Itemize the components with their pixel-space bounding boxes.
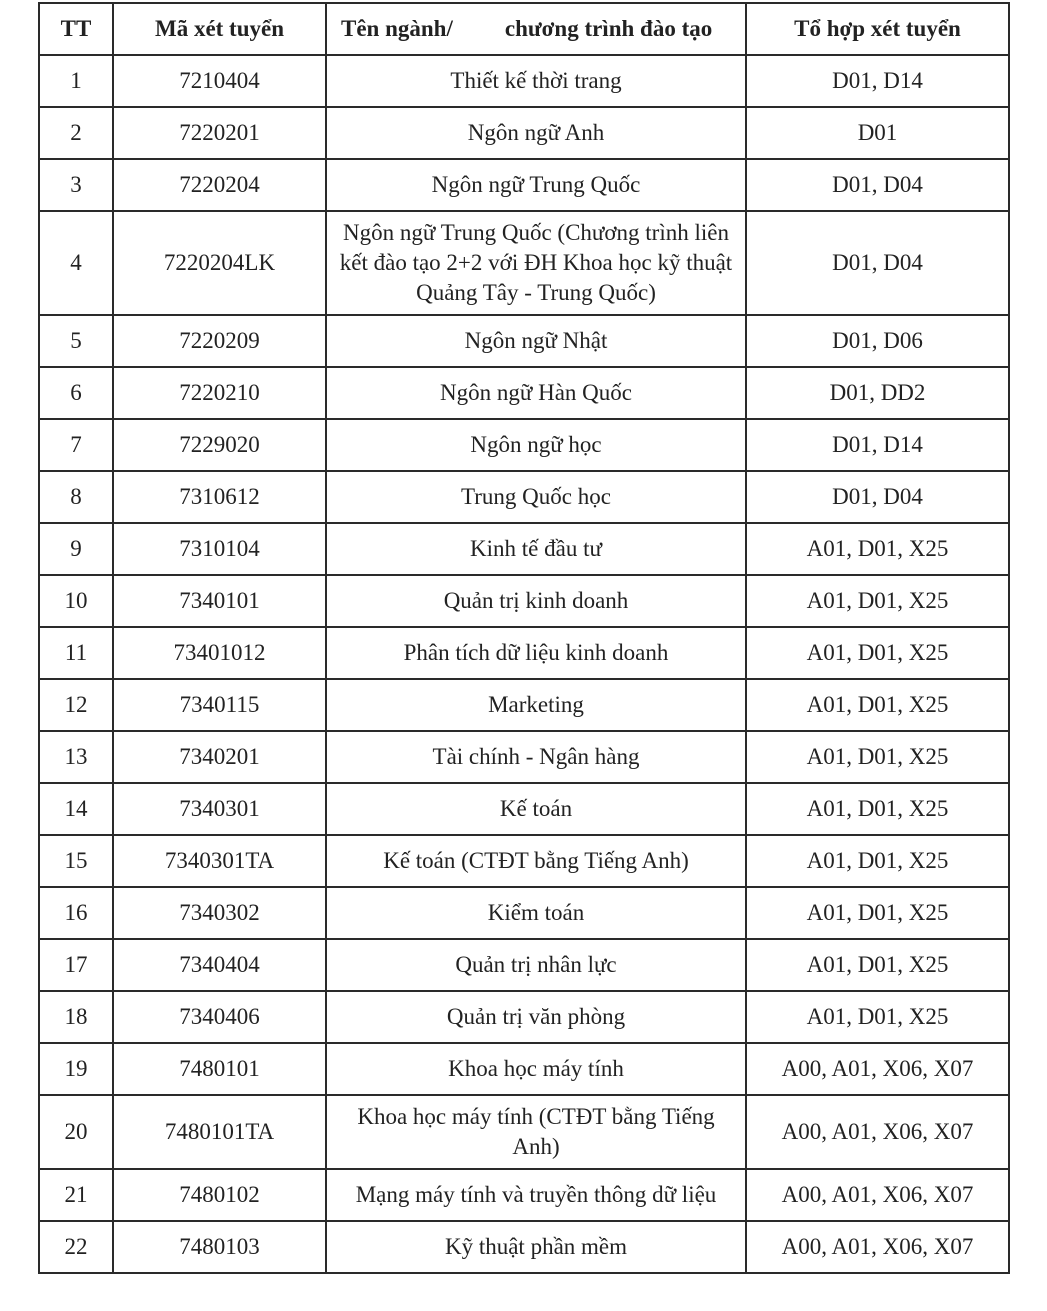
cell-tt: 22 [39, 1221, 113, 1273]
cell-code: 7310104 [113, 523, 326, 575]
cell-tt: 8 [39, 471, 113, 523]
cell-tt: 5 [39, 315, 113, 367]
header-program-name [326, 3, 746, 55]
cell-combination: D01, D14 [746, 419, 1009, 471]
cell-combination: A01, D01, X25 [746, 523, 1009, 575]
table-row [39, 107, 1009, 159]
cell-tt: 3 [39, 159, 113, 211]
table-row [39, 315, 1009, 367]
cell-code: 7340101 [113, 575, 326, 627]
table-row [39, 523, 1009, 575]
cell-program-name: Ngôn ngữ học [326, 419, 746, 471]
cell-tt: 15 [39, 835, 113, 887]
cell-tt: 1 [39, 55, 113, 107]
cell-combination: D01 [746, 107, 1009, 159]
header-tt: TT [39, 3, 113, 55]
table-row [39, 55, 1009, 107]
cell-program-name: Mạng máy tính và truyền thông dữ liệu [326, 1169, 746, 1221]
cell-tt: 12 [39, 679, 113, 731]
table-row [39, 627, 1009, 679]
cell-program-name: Ngôn ngữ Trung Quốc (Chương trình liên kết đào tạo 2+2 với ĐH Khoa học kỹ thuật Quảng Tây - Trung Quốc) [326, 211, 746, 315]
cell-program-name: Quản trị kinh doanh [326, 575, 746, 627]
cell-program-name: Ngôn ngữ Trung Quốc [326, 159, 746, 211]
cell-program-name: Khoa học máy tính (CTĐT bằng Tiếng Anh) [326, 1095, 746, 1169]
cell-code: 7229020 [113, 419, 326, 471]
cell-tt: 6 [39, 367, 113, 419]
cell-tt: 9 [39, 523, 113, 575]
cell-combination: A01, D01, X25 [746, 627, 1009, 679]
table-row [39, 471, 1009, 523]
table-row [39, 1043, 1009, 1095]
cell-tt: 14 [39, 783, 113, 835]
table-row [39, 991, 1009, 1043]
cell-code: 7340301 [113, 783, 326, 835]
cell-code: 7220210 [113, 367, 326, 419]
cell-combination: A01, D01, X25 [746, 991, 1009, 1043]
cell-program-name: Kỹ thuật phần mềm [326, 1221, 746, 1273]
cell-program-name: Kế toán (CTĐT bằng Tiếng Anh) [326, 835, 746, 887]
table-row [39, 887, 1009, 939]
cell-code: 7340406 [113, 991, 326, 1043]
cell-program-name: Tài chính - Ngân hàng [326, 731, 746, 783]
cell-combination: A01, D01, X25 [746, 887, 1009, 939]
cell-combination: D01, D04 [746, 211, 1009, 315]
table-row [39, 367, 1009, 419]
cell-combination: A01, D01, X25 [746, 939, 1009, 991]
cell-code: 7480103 [113, 1221, 326, 1273]
table-row [39, 939, 1009, 991]
header-name-part1: Tên ngành/ [341, 16, 453, 41]
cell-combination: A00, A01, X06, X07 [746, 1095, 1009, 1169]
cell-combination: D01, D04 [746, 159, 1009, 211]
cell-program-name: Kinh tế đầu tư [326, 523, 746, 575]
cell-combination: D01, D04 [746, 471, 1009, 523]
cell-code: 7340301TA [113, 835, 326, 887]
cell-code: 7480101 [113, 1043, 326, 1095]
cell-code: 7210404 [113, 55, 326, 107]
cell-tt: 21 [39, 1169, 113, 1221]
cell-tt: 2 [39, 107, 113, 159]
cell-code: 7220209 [113, 315, 326, 367]
cell-program-name: Ngôn ngữ Anh [326, 107, 746, 159]
cell-combination: A01, D01, X25 [746, 575, 1009, 627]
cell-combination: A01, D01, X25 [746, 835, 1009, 887]
cell-code: 7480101TA [113, 1095, 326, 1169]
cell-tt: 10 [39, 575, 113, 627]
cell-combination: D01, DD2 [746, 367, 1009, 419]
cell-code: 7220204LK [113, 211, 326, 315]
cell-code: 7340115 [113, 679, 326, 731]
cell-tt: 7 [39, 419, 113, 471]
cell-program-name: Quản trị văn phòng [326, 991, 746, 1043]
cell-program-name: Quản trị nhân lực [326, 939, 746, 991]
cell-tt: 19 [39, 1043, 113, 1095]
cell-tt: 17 [39, 939, 113, 991]
cell-code: 7340302 [113, 887, 326, 939]
table-row [39, 1221, 1009, 1273]
table-header-row [39, 3, 1009, 55]
table-row [39, 159, 1009, 211]
table-row [39, 1169, 1009, 1221]
cell-combination: D01, D06 [746, 315, 1009, 367]
table-row [39, 419, 1009, 471]
cell-code: 7340201 [113, 731, 326, 783]
table-row [39, 731, 1009, 783]
cell-code: 7480102 [113, 1169, 326, 1221]
cell-program-name: Ngôn ngữ Hàn Quốc [326, 367, 746, 419]
cell-code: 7220204 [113, 159, 326, 211]
table-row [39, 211, 1009, 315]
table-row [39, 835, 1009, 887]
cell-program-name: Kế toán [326, 783, 746, 835]
cell-combination: A01, D01, X25 [746, 679, 1009, 731]
cell-tt: 20 [39, 1095, 113, 1169]
header-code: Mã xét tuyển [113, 3, 326, 55]
cell-tt: 11 [39, 627, 113, 679]
cell-combination: A01, D01, X25 [746, 783, 1009, 835]
cell-code: 7310612 [113, 471, 326, 523]
admissions-table [38, 2, 1010, 1274]
cell-combination: D01, D14 [746, 55, 1009, 107]
cell-program-name: Kiểm toán [326, 887, 746, 939]
cell-combination: A00, A01, X06, X07 [746, 1169, 1009, 1221]
table-row [39, 783, 1009, 835]
cell-program-name: Thiết kế thời trang [326, 55, 746, 107]
cell-tt: 13 [39, 731, 113, 783]
cell-program-name: Trung Quốc học [326, 471, 746, 523]
header-combination: Tổ hợp xét tuyển [746, 3, 1009, 55]
cell-tt: 18 [39, 991, 113, 1043]
cell-combination: A00, A01, X06, X07 [746, 1043, 1009, 1095]
cell-program-name: Khoa học máy tính [326, 1043, 746, 1095]
cell-code: 7340404 [113, 939, 326, 991]
cell-combination: A01, D01, X25 [746, 731, 1009, 783]
table-row [39, 575, 1009, 627]
cell-combination: A00, A01, X06, X07 [746, 1221, 1009, 1273]
cell-program-name: Marketing [326, 679, 746, 731]
cell-code: 73401012 [113, 627, 326, 679]
cell-code: 7220201 [113, 107, 326, 159]
table-row [39, 1095, 1009, 1169]
cell-tt: 4 [39, 211, 113, 315]
cell-tt: 16 [39, 887, 113, 939]
header-name-part2: chương trình đào tạo [504, 16, 713, 41]
cell-program-name: Ngôn ngữ Nhật [326, 315, 746, 367]
cell-program-name: Phân tích dữ liệu kinh doanh [326, 627, 746, 679]
table-row [39, 679, 1009, 731]
